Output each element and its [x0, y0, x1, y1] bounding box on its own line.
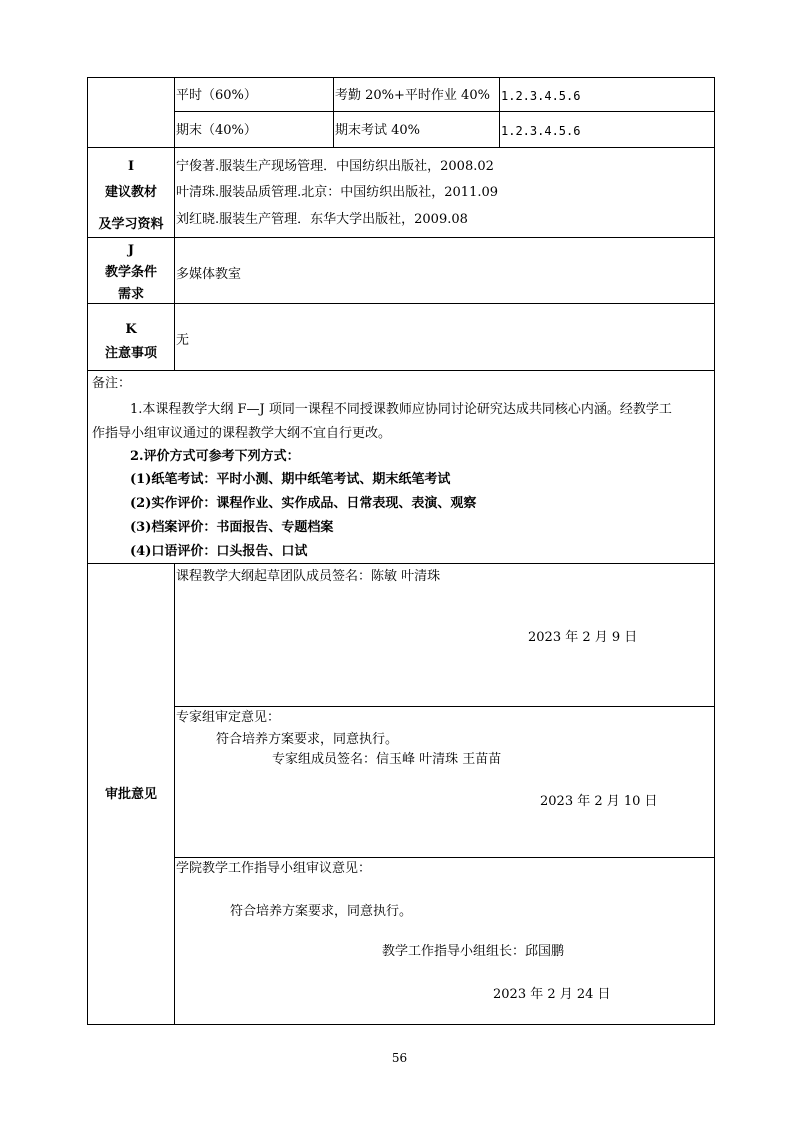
book-item: 宁俊著.服装生产现场管理．中国纺织出版社，2008.02 [176, 159, 494, 174]
section-k-title: 注意事项 [104, 346, 157, 361]
assessment-method: 期末考试 40% [335, 123, 421, 138]
approval-label: 审批意见 [104, 787, 157, 802]
college-date: 2023 年 2 月 24 日 [493, 987, 611, 1002]
assessment-method: 考勤 20%+平时作业 40% [335, 88, 490, 103]
notes-item1-line2: 作指导小组审议通过的课程教学大纲不宜自行更改。 [92, 426, 392, 441]
section-j-title-line1: 教学条件 [104, 265, 157, 280]
experts-heading: 专家组审定意见： [176, 710, 281, 725]
section-i-title-line1: 建议教材 [104, 185, 157, 200]
notes-heading: 备注： [92, 376, 132, 391]
college-heading: 学院教学工作指导小组审议意见： [176, 861, 372, 876]
notes-method: (1)纸笔考试：平时小测、期中纸笔考试、期末纸笔考试 [130, 472, 451, 487]
section-k-letter: K [125, 322, 137, 337]
section-i-letter: I [127, 159, 135, 174]
experts-opinion: 符合培养方案要求，同意执行。 [216, 732, 399, 747]
experts-signature: 专家组成员签名：信玉峰 叶清珠 王苗苗 [272, 752, 502, 767]
college-opinion: 符合培养方案要求，同意执行。 [230, 904, 413, 919]
college-leader: 教学工作指导小组组长：邱国鹏 [382, 944, 565, 959]
assessment-targets: 1.2.3.4.5.6 [501, 124, 581, 138]
section-j-content: 多媒体教室 [176, 267, 242, 282]
section-j-letter: J [127, 243, 135, 258]
assessment-targets: 1.2.3.4.5.6 [501, 89, 581, 103]
assessment-name: 期末（40%） [176, 123, 257, 138]
page-number: 56 [391, 1051, 408, 1065]
assessment-name: 平时（60%） [176, 88, 257, 103]
drafters-signature: 课程教学大纲起草团队成员签名：陈敏 叶清珠 [176, 569, 441, 584]
section-j-title-line2: 需求 [117, 287, 144, 302]
notes-item1-line1: 1.本课程教学大纲 F—J 项同一课程不同授课教师应协同讨论研究达成共同核心内涵。经教学工 [130, 402, 672, 417]
notes-method: (4)口语评价：口头报告、口试 [130, 544, 308, 559]
drafters-date: 2023 年 2 月 9 日 [528, 630, 638, 645]
notes-method: (2)实作评价：课程作业、实作成品、日常表现、表演、观察 [130, 496, 477, 511]
notes-method: (3)档案评价：书面报告、专题档案 [130, 520, 334, 535]
notes-item2: 2.评价方式可参考下列方式： [130, 449, 300, 464]
section-k-content: 无 [176, 333, 190, 348]
book-item: 叶清珠.服装品质管理.北京：中国纺织出版社，2011.09 [176, 185, 499, 200]
experts-date: 2023 年 2 月 10 日 [540, 794, 658, 809]
book-item: 刘红晓.服装生产管理．东华大学出版社，2009.08 [176, 212, 468, 227]
section-i-title-line2: 及学习资料 [98, 217, 164, 232]
